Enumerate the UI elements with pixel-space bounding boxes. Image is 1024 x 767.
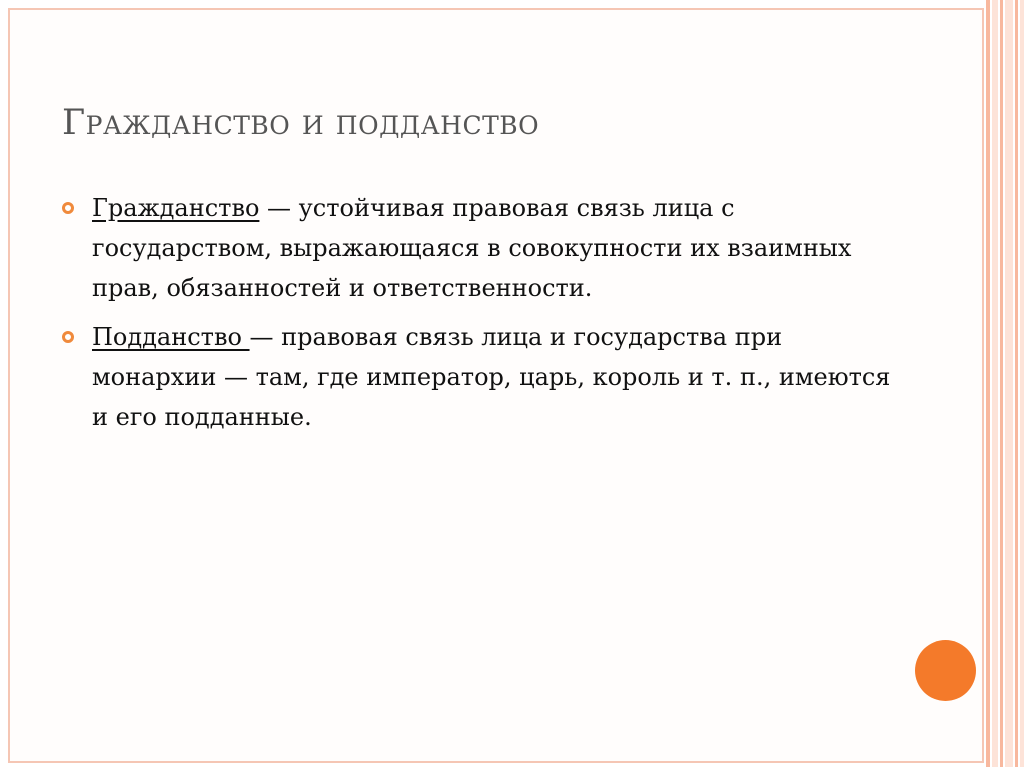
bullet-ring-icon xyxy=(62,331,74,343)
bullet-ring-icon xyxy=(62,202,74,214)
decor-stripe xyxy=(1015,0,1018,767)
bullet-term: Гражданство xyxy=(92,194,260,222)
decor-stripe xyxy=(1000,0,1003,767)
slide-title: Гражданство и подданство xyxy=(62,103,540,143)
bullet-item-subjecthood xyxy=(62,317,892,437)
bullet-list xyxy=(62,188,892,446)
bullet-text: — устойчивая правовая связь лица с государством, выражающаяся в совокупности их взаимных прав, обязанностей и ответственности. xyxy=(92,194,852,302)
bullet-text: — правовая связь лица и государства при монархии — там, где император, царь, король и т. п., имеются и его подданные. xyxy=(92,323,891,431)
bullet-item-citizenship xyxy=(62,188,892,308)
decor-stripe xyxy=(1005,0,1013,767)
decor-stripe xyxy=(1020,0,1024,767)
bullet-term: Подданство xyxy=(92,323,250,351)
decor-stripe xyxy=(992,0,998,767)
decor-stripe xyxy=(986,0,990,767)
decor-circle xyxy=(915,640,976,701)
